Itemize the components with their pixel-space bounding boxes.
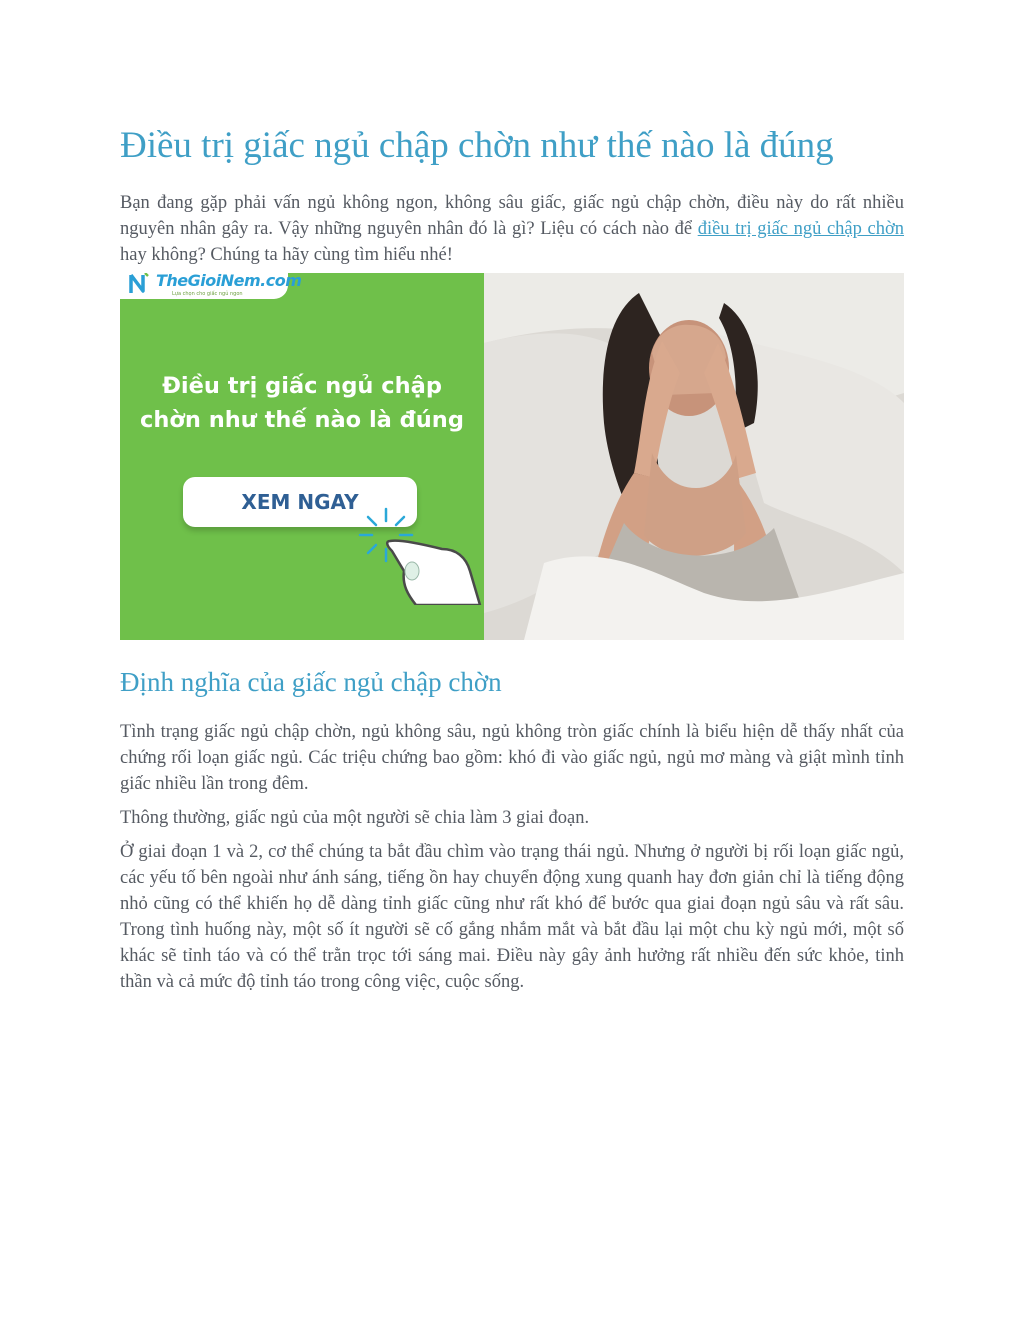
promo-banner[interactable] (120, 273, 904, 640)
paragraph-3: Ở giai đoạn 1 và 2, cơ thể chúng ta bắt đầu chìm vào trạng thái ngủ. Nhưng ở người bị rối loạn giấc ngủ, các yếu tố bên ngoài như ánh sáng, tiếng ồn hay chuyển động xung quanh hay đơn giản chỉ là tiếng động nhỏ cũng có thể khiến họ dễ dàng tỉnh giấc cũng như rất khó để bước qua giai đoạn ngủ sâu và rất sâu. Trong tình huống này, một số ít người sẽ cố gắng nhắm mắt và bắt đầu lại một chu kỳ ngủ mới, một số khác sẽ tỉnh táo và có thể trằn trọc tới sáng mai. Điều này gây ảnh hưởng rất nhiều đến sức khỏe, tinh thần và cả mức độ tỉnh táo trong công việc, cuộc sống. (120, 842, 904, 992)
paragraph-1: Tình trạng giấc ngủ chập chờn, ngủ không sâu, ngủ không tròn giấc chính là biểu hiện dễ thấy nhất của chứng rối loạn giấc ngủ. Các triệu chứng bao gồm: khó đi vào giấc ngủ, ngủ mơ màng và giật mình tỉnh giấc nhiều lần trong đêm. (120, 722, 904, 794)
intro-text-start: Bạn đang gặp phải vấn ngủ không ngon, không sâu giấc, giấc ngủ chập chờn, điều này do rất nhiều nguyên nhân gây ra. Vậy những nguyên nhân đó là gì? Liệu có cách nào để (120, 193, 904, 239)
woman-in-bed-image (484, 273, 904, 640)
banner-headline (120, 369, 484, 437)
section-heading: Định nghĩa của giấc ngủ chập chờn (120, 667, 502, 697)
pointing-hand-icon (356, 505, 486, 605)
banner-headline-line1: Điều trị giấc ngủ chập (162, 373, 442, 399)
paragraph-2: Thông thường, giấc ngủ của một người sẽ chia làm 3 giai đoạn. (120, 808, 590, 828)
logo-tagline: Lựa chọn cho giấc ngủ ngon (172, 291, 243, 297)
xem-ngay-button[interactable]: XEM NGAY (183, 477, 417, 527)
banner-green-panel (120, 273, 484, 640)
intro-text-end: hay không? Chúng ta hãy cùng tìm hiểu nhé! (120, 245, 453, 265)
treatment-link[interactable]: điều trị giấc ngủ chập chờn (697, 219, 905, 239)
logo-text: TheGioiNem.com (156, 273, 302, 290)
brand-logo (120, 273, 302, 299)
banner-headline-line2: chờn như thế nào là đúng (140, 407, 464, 433)
intro-paragraph (120, 190, 904, 268)
logo-mark-icon (128, 273, 150, 297)
page-title: Điều trị giấc ngủ chập chờn như thế nào là đúng (120, 125, 834, 166)
sleep-photo (484, 273, 904, 640)
